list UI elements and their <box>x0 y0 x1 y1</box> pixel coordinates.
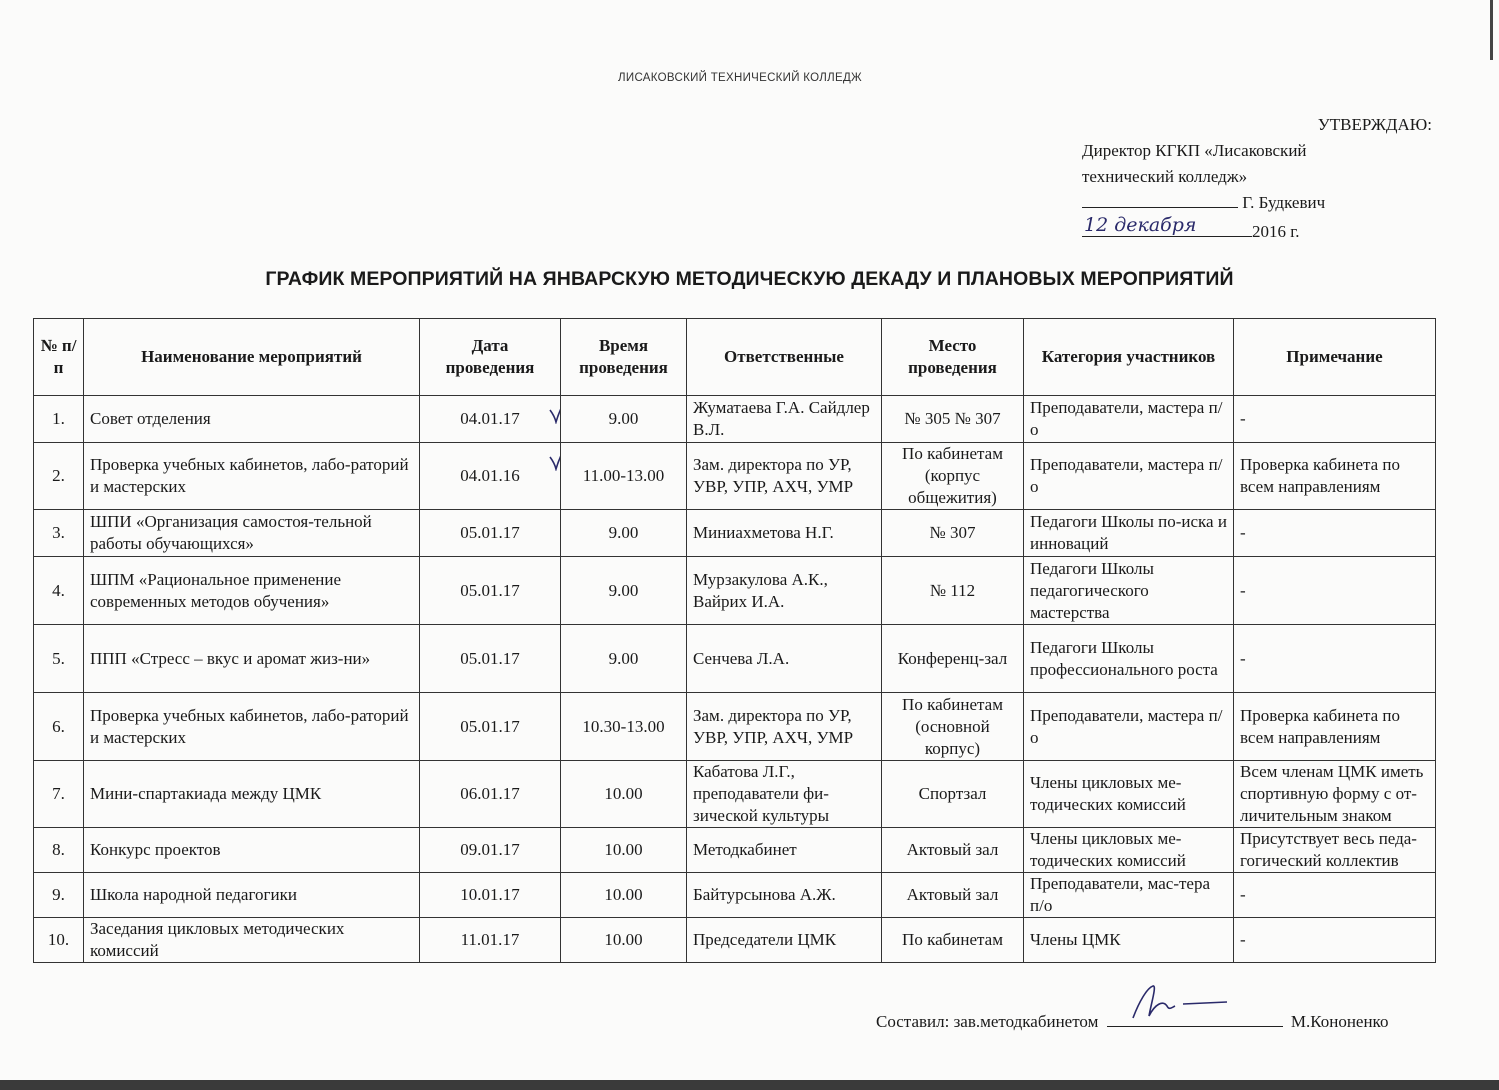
row-time <box>561 828 687 873</box>
row-time <box>561 693 687 761</box>
row-name-text: Конкурс проектов <box>90 840 221 859</box>
row-note <box>1234 828 1436 873</box>
row-note-text: - <box>1240 930 1246 949</box>
row-responsible <box>687 873 882 918</box>
row-note <box>1234 761 1436 828</box>
row-note <box>1234 873 1436 918</box>
row-responsible <box>687 918 882 963</box>
row-category-text: Преподаватели, мастера п/о <box>1030 705 1223 747</box>
header-responsible: Ответственные <box>687 319 882 396</box>
row-time-text: 10.00 <box>604 784 643 803</box>
table-row <box>34 828 1436 873</box>
scan-edge <box>1490 0 1493 60</box>
row-time-text: 9.00 <box>608 409 639 428</box>
row-responsible <box>687 557 882 625</box>
row-responsible-text: Методкабинет <box>693 840 797 859</box>
row-num <box>34 396 84 443</box>
row-name-text: Проверка учебных кабинетов, лабо-раторий и мастерских <box>90 455 409 496</box>
row-place <box>882 918 1024 963</box>
handwritten-date <box>1082 216 1252 237</box>
row-note-text: - <box>1240 409 1246 428</box>
row-time <box>561 918 687 963</box>
row-responsible-text: Кабатова Л.Г., преподаватели фи-зической культуры <box>693 762 830 825</box>
row-name-text: Проверка учебных кабинетов, лабо-раторий и мастерских <box>90 705 409 747</box>
row-num-text: 4. <box>52 580 65 600</box>
row-num <box>34 873 84 918</box>
row-time <box>561 557 687 625</box>
row-responsible-text: Жуматаева Г.А. Сайдлер В.Л. <box>693 398 870 439</box>
row-responsible <box>687 761 882 828</box>
approve-line-2: технический колледж» <box>1082 167 1248 186</box>
row-category <box>1024 873 1234 918</box>
row-place-text: Спортзал <box>918 784 987 803</box>
row-date-text: 10.01.17 <box>460 885 520 904</box>
row-name <box>84 443 420 510</box>
table-row <box>34 693 1436 761</box>
row-num-text: 3. <box>52 523 65 542</box>
row-category-text: Педагоги Школы педагогического мастерства <box>1030 558 1154 622</box>
table-row <box>34 510 1436 557</box>
row-responsible <box>687 693 882 761</box>
row-time-text: 9.00 <box>608 580 639 600</box>
approve-heading: УТВЕРЖДАЮ: <box>1317 115 1432 134</box>
footer-compiled-label: Составил: зав.методкабинетом <box>876 1012 1099 1031</box>
row-name <box>84 396 420 443</box>
row-name-text: Мини-спартакиада между ЦМК <box>90 784 322 803</box>
row-responsible-text: Миниахметова Н.Г. <box>693 523 834 542</box>
row-time <box>561 761 687 828</box>
row-time <box>561 625 687 693</box>
table-row <box>34 873 1436 918</box>
row-date <box>420 828 561 873</box>
row-num-text: 10. <box>47 930 70 949</box>
scan-bottom-edge <box>0 1080 1499 1090</box>
row-note-text: Присутствует весь педа-гогический коллектив <box>1240 829 1417 870</box>
row-category <box>1024 396 1234 443</box>
row-note <box>1234 625 1436 693</box>
row-num <box>34 918 84 963</box>
row-name-text: Совет отделения <box>90 409 211 428</box>
row-place <box>882 828 1024 873</box>
row-responsible <box>687 396 882 443</box>
row-num-text: 2. <box>52 466 65 485</box>
row-date <box>420 693 561 761</box>
row-note <box>1234 693 1436 761</box>
row-num-text: 8. <box>52 840 65 859</box>
row-time <box>561 510 687 557</box>
table-body <box>34 396 1436 963</box>
row-note-text: Проверка кабинета по всем направлениям <box>1240 705 1401 747</box>
table-row <box>34 918 1436 963</box>
row-date-text: 05.01.17 <box>460 648 520 668</box>
row-num <box>34 557 84 625</box>
checkmark-icon <box>548 396 561 425</box>
row-category-text: Преподаватели, мастера п/о <box>1030 455 1223 496</box>
row-num <box>34 828 84 873</box>
row-time-text: 9.00 <box>608 648 639 668</box>
row-date-text: 04.01.17 <box>460 409 520 428</box>
row-time <box>561 873 687 918</box>
signature-scribble-icon <box>1127 982 1237 1022</box>
row-note <box>1234 396 1436 443</box>
row-place <box>882 625 1024 693</box>
row-num-text: 6. <box>52 716 65 736</box>
row-name <box>84 918 420 963</box>
table-header-row <box>34 319 1436 396</box>
row-name-text: Школа народной педагогики <box>90 885 297 904</box>
row-place <box>882 557 1024 625</box>
row-place-text: № 307 <box>929 523 976 542</box>
row-note-text: Проверка кабинета по всем направлениям <box>1240 455 1401 496</box>
footer-signature <box>1107 1008 1283 1027</box>
row-date-text: 06.01.17 <box>460 784 520 803</box>
row-name <box>84 873 420 918</box>
approve-line-1: Директор КГКП «Лисаковский <box>1082 141 1307 160</box>
document-title: ГРАФИК МЕРОПРИЯТИЙ НА ЯНВАРСКУЮ МЕТОДИЧЕСКУЮ ДЕКАДУ И ПЛАНОВЫХ МЕРОПРИЯТИЙ <box>265 268 1234 290</box>
approval-block <box>1082 112 1442 245</box>
handwritten-date-text: 12 декабря <box>1084 214 1197 236</box>
row-date-text: 05.01.17 <box>460 523 520 542</box>
row-place <box>882 396 1024 443</box>
row-date-text: 05.01.17 <box>460 716 520 736</box>
row-num-text: 9. <box>52 885 65 904</box>
row-place <box>882 510 1024 557</box>
row-note-text: - <box>1240 648 1246 668</box>
row-place-text: По кабинетам <box>902 930 1003 949</box>
row-responsible <box>687 828 882 873</box>
row-category <box>1024 828 1234 873</box>
row-responsible-text: Зам. директора по УР, УВР, УПР, АХЧ, УМР <box>693 705 854 747</box>
row-time <box>561 396 687 443</box>
row-name <box>84 510 420 557</box>
row-name <box>84 557 420 625</box>
row-category <box>1024 557 1234 625</box>
header-note: Примечание <box>1234 319 1436 396</box>
header-date: Дата проведения <box>420 319 561 396</box>
row-date <box>420 396 561 443</box>
row-place <box>882 873 1024 918</box>
row-date-text: 04.01.16 <box>460 466 520 485</box>
row-name-text: ППП «Стресс – вкус и аромат жиз-ни» <box>90 648 371 668</box>
row-date <box>420 873 561 918</box>
row-place-text: Конференц-зал <box>897 648 1008 668</box>
row-time-text: 9.00 <box>608 523 639 542</box>
row-note <box>1234 557 1436 625</box>
row-num <box>34 761 84 828</box>
row-category <box>1024 625 1234 693</box>
row-place <box>882 443 1024 510</box>
row-name-text: Заседания цикловых методических комиссий <box>90 919 345 960</box>
checkmark-icon <box>548 443 561 472</box>
table-row <box>34 396 1436 443</box>
row-note-text: - <box>1240 523 1246 542</box>
row-responsible <box>687 625 882 693</box>
row-num <box>34 443 84 510</box>
row-date <box>420 557 561 625</box>
signature-blank <box>1082 193 1238 208</box>
row-category-text: Педагоги Школы профессионального роста <box>1030 637 1218 679</box>
row-note-text: - <box>1240 580 1246 600</box>
row-note-text: - <box>1240 885 1246 904</box>
row-responsible-text: Председатели ЦМК <box>693 930 837 949</box>
row-name <box>84 761 420 828</box>
row-note-text: Всем членам ЦМК иметь спортивную форму с от-личительным знаком <box>1240 762 1424 825</box>
row-category-text: Педагоги Школы по-иска и инноваций <box>1030 512 1227 553</box>
header-time: Время проведения <box>561 319 687 396</box>
row-name-text: ШПИ «Организация самостоя-тельной работы обучающихся» <box>90 512 372 553</box>
approve-signer: Г. Будкевич <box>1242 193 1326 212</box>
row-time-text: 10.00 <box>604 930 643 949</box>
row-place <box>882 693 1024 761</box>
row-name <box>84 828 420 873</box>
row-num <box>34 510 84 557</box>
schedule-table <box>33 318 1436 963</box>
row-date <box>420 510 561 557</box>
row-time-text: 10.00 <box>604 840 643 859</box>
row-place-text: Актовый зал <box>906 840 999 859</box>
row-date-text: 09.01.17 <box>460 840 520 859</box>
row-date <box>420 625 561 693</box>
row-num-text: 1. <box>52 409 65 428</box>
row-place-text: Актовый зал <box>906 885 999 904</box>
row-responsible <box>687 443 882 510</box>
row-place <box>882 761 1024 828</box>
row-responsible-text: Зам. директора по УР, УВР, УПР, АХЧ, УМР <box>693 455 854 496</box>
row-place-text: По кабинетам (корпус общежития) <box>902 444 1003 507</box>
row-category <box>1024 443 1234 510</box>
approve-year: 2016 г. <box>1252 222 1300 241</box>
row-num <box>34 693 84 761</box>
row-date-text: 05.01.17 <box>460 580 520 600</box>
row-note <box>1234 510 1436 557</box>
approve-date-line <box>1082 216 1442 245</box>
row-category-text: Преподаватели, мастера п/о <box>1030 398 1223 439</box>
row-category-text: Члены ЦМК <box>1030 930 1121 949</box>
row-place-text: № 305 № 307 <box>904 409 1001 428</box>
table-row <box>34 625 1436 693</box>
row-category-text: Преподаватели, мас-тера п/о <box>1030 874 1211 915</box>
row-responsible-text: Сенчева Л.А. <box>693 648 790 668</box>
header-place: Место проведения <box>882 319 1024 396</box>
header-num: № п/п <box>34 319 84 396</box>
row-responsible <box>687 510 882 557</box>
row-num-text: 7. <box>52 784 65 803</box>
row-place-text: № 112 <box>929 580 976 600</box>
row-category <box>1024 761 1234 828</box>
footer-compiler-name: М.Кононенко <box>1290 1012 1389 1031</box>
row-category <box>1024 693 1234 761</box>
row-category <box>1024 510 1234 557</box>
row-time-text: 10.00 <box>604 885 643 904</box>
table-row <box>34 443 1436 510</box>
row-num-text: 5. <box>52 648 65 668</box>
table-row <box>34 761 1436 828</box>
row-category-text: Члены цикловых ме-тодических комиссий <box>1030 829 1186 870</box>
row-category-text: Члены цикловых ме-тодических комиссий <box>1030 773 1186 814</box>
row-time <box>561 443 687 510</box>
row-time-text: 11.00-13.00 <box>582 466 665 485</box>
row-time-text: 10.30-13.00 <box>582 716 665 736</box>
row-note <box>1234 918 1436 963</box>
row-name <box>84 693 420 761</box>
row-name-text: ШПМ «Рациональное применение современных методов обучения» <box>90 569 341 611</box>
row-name <box>84 625 420 693</box>
row-num <box>34 625 84 693</box>
header-category: Категория участников <box>1024 319 1234 396</box>
row-note <box>1234 443 1436 510</box>
row-category <box>1024 918 1234 963</box>
row-date <box>420 443 561 510</box>
college-name: ЛИСАКОВСКИЙ ТЕХНИЧЕСКИЙ КОЛЛЕДЖ <box>618 72 862 84</box>
row-date-text: 11.01.17 <box>460 930 520 949</box>
footer-compiled <box>876 1008 1446 1032</box>
row-responsible-text: Мурзакулова А.К., Вайрих И.А. <box>693 569 828 611</box>
row-date <box>420 761 561 828</box>
row-responsible-text: Байтурсынова А.Ж. <box>693 885 836 904</box>
row-date <box>420 918 561 963</box>
row-place-text: По кабинетам (основной корпус) <box>902 694 1003 758</box>
table-row <box>34 557 1436 625</box>
header-name: Наименование мероприятий <box>84 319 420 396</box>
